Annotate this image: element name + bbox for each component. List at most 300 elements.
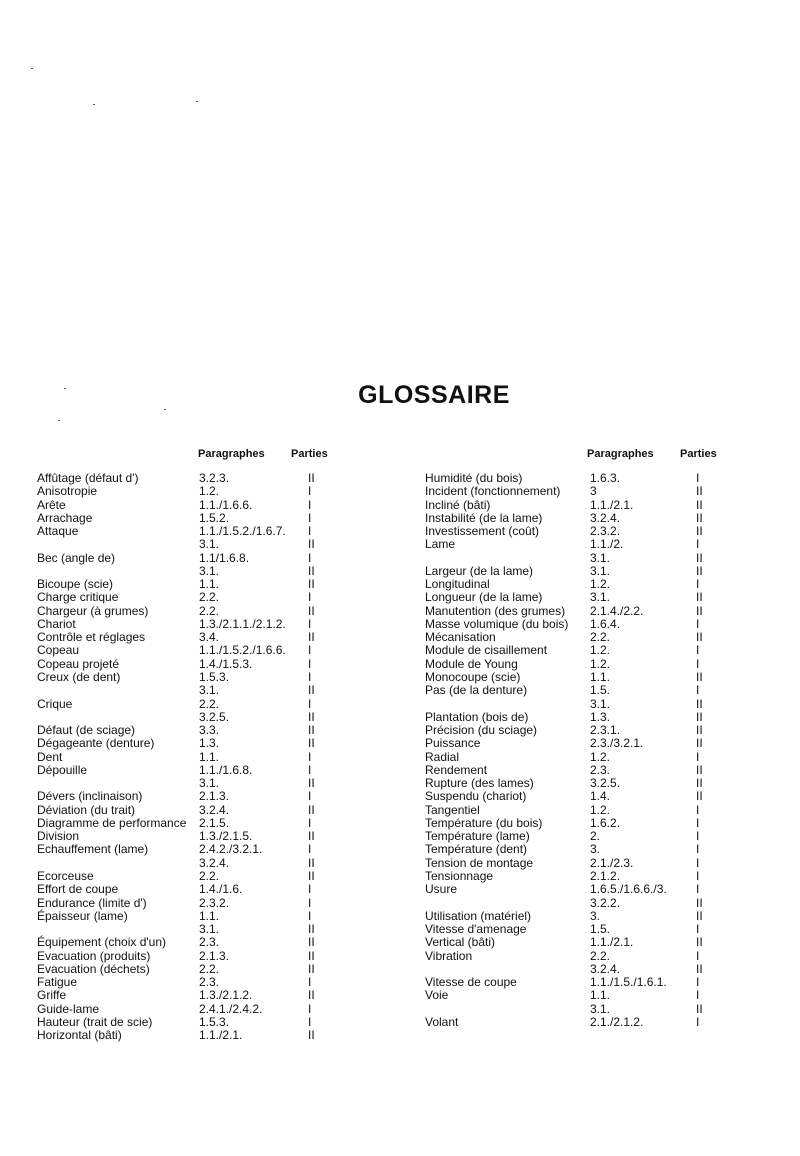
glossary-paragraphs: 3.2.5. bbox=[590, 776, 621, 791]
glossary-term: Instabilité (de la lame) bbox=[425, 510, 543, 525]
glossary-row bbox=[37, 698, 337, 711]
glossary-row bbox=[37, 804, 337, 817]
glossary-paragraphs: 3.2.3. bbox=[199, 471, 230, 485]
glossary-paragraphs: 1.1./1.5./1.6.1. bbox=[590, 975, 667, 990]
glossary-row bbox=[425, 472, 725, 485]
glossary-parties: II bbox=[696, 510, 703, 525]
glossary-paragraphs: 1.5. bbox=[590, 922, 611, 937]
glossary-term: Division bbox=[37, 829, 80, 844]
glossary-row bbox=[37, 631, 337, 644]
glossary-parties: II bbox=[308, 1028, 315, 1043]
glossary-row bbox=[425, 1003, 725, 1016]
glossary-row bbox=[37, 591, 337, 604]
glossary-row bbox=[425, 552, 725, 565]
glossary-row bbox=[37, 485, 337, 498]
glossary-parties: I bbox=[308, 762, 312, 777]
glossary-row bbox=[37, 724, 337, 737]
glossary-paragraphs: 2.3.2. bbox=[590, 524, 621, 539]
glossary-row bbox=[37, 870, 337, 883]
glossary-row bbox=[425, 698, 725, 711]
glossary-paragraphs: 1.1./1.6.8. bbox=[199, 762, 253, 777]
glossary-paragraphs: 1.1./2.1. bbox=[199, 1028, 243, 1043]
glossary-parties: II bbox=[696, 497, 703, 512]
glossary-row bbox=[425, 684, 725, 697]
glossary-row bbox=[37, 843, 337, 856]
glossary-row bbox=[425, 817, 725, 830]
glossary-paragraphs: 1.4./1.6. bbox=[199, 882, 243, 897]
glossary-term: Vitesse d'amenage bbox=[425, 922, 527, 937]
glossary-term: Équipement (choix d'un) bbox=[37, 935, 167, 950]
glossary-term: Echauffement (lame) bbox=[37, 842, 149, 857]
glossary-parties: I bbox=[308, 616, 312, 631]
glossary-paragraphs: 1.2. bbox=[590, 749, 611, 764]
glossary-row bbox=[425, 724, 725, 737]
glossary-paragraphs: 2.1./2.1.2. bbox=[590, 1014, 644, 1029]
glossary-term: Vitesse de coupe bbox=[425, 975, 517, 990]
glossary-parties: II bbox=[696, 590, 703, 605]
glossary-paragraphs: 2.3. bbox=[199, 935, 220, 950]
glossary-term: Diagramme de performance bbox=[37, 815, 187, 830]
glossary-row bbox=[425, 618, 725, 631]
right-glossary-column bbox=[425, 472, 725, 1029]
glossary-row bbox=[37, 764, 337, 777]
glossary-paragraphs: 1.2. bbox=[590, 802, 611, 817]
glossary-parties: II bbox=[308, 961, 315, 976]
glossary-parties: II bbox=[308, 988, 315, 1003]
glossary-parties: II bbox=[308, 776, 315, 791]
glossary-paragraphs: 1.5.3. bbox=[199, 1014, 230, 1029]
glossary-parties: II bbox=[696, 669, 703, 684]
glossary-term: Tension de montage bbox=[425, 855, 534, 870]
glossary-paragraphs: 3.1. bbox=[590, 550, 611, 565]
glossary-paragraphs: 3.1. bbox=[590, 590, 611, 605]
glossary-paragraphs: 1.3./2.1.5. bbox=[199, 829, 253, 844]
glossary-paragraphs: 3.3. bbox=[199, 723, 220, 738]
glossary-parties: II bbox=[696, 603, 703, 618]
scan-speck bbox=[58, 420, 60, 421]
glossary-row bbox=[37, 512, 337, 525]
glossary-term: Dévers (inclinaison) bbox=[37, 789, 143, 804]
glossary-row bbox=[425, 658, 725, 671]
glossary-parties: I bbox=[308, 815, 312, 830]
glossary-parties: I bbox=[308, 908, 312, 923]
glossary-parties: I bbox=[696, 988, 700, 1003]
glossary-paragraphs: 1.2. bbox=[590, 656, 611, 671]
glossary-row bbox=[425, 923, 725, 936]
glossary-parties: I bbox=[308, 882, 312, 897]
glossary-paragraphs: 1.1./2. bbox=[590, 537, 624, 552]
glossary-row bbox=[37, 790, 337, 803]
glossary-paragraphs: 1.1./1.5.2./1.6.7. bbox=[199, 524, 286, 539]
glossary-term: Evacuation (déchets) bbox=[37, 961, 150, 976]
glossary-term: Longueur (de la lame) bbox=[425, 590, 543, 605]
glossary-row bbox=[37, 671, 337, 684]
glossary-term: Rendement bbox=[425, 762, 488, 777]
glossary-row bbox=[37, 989, 337, 1002]
glossary-term: Voie bbox=[425, 988, 449, 1003]
glossary-term: Crique bbox=[37, 696, 73, 711]
glossary-parties: II bbox=[308, 471, 315, 485]
glossary-paragraphs: 3 bbox=[590, 484, 597, 499]
glossary-paragraphs: 2.4.2./3.2.1. bbox=[199, 842, 263, 857]
glossary-paragraphs: 2.2. bbox=[199, 590, 220, 605]
glossary-parties: I bbox=[696, 537, 700, 552]
glossary-row bbox=[37, 552, 337, 565]
glossary-paragraphs: 1.3. bbox=[199, 736, 220, 751]
glossary-parties: I bbox=[696, 868, 700, 883]
glossary-term: Dégageante (denture) bbox=[37, 736, 155, 751]
glossary-row bbox=[425, 499, 725, 512]
glossary-row bbox=[425, 790, 725, 803]
glossary-row bbox=[425, 830, 725, 843]
glossary-paragraphs: 2.1.2. bbox=[590, 868, 621, 883]
glossary-parties: I bbox=[308, 590, 312, 605]
glossary-term: Largeur (de la lame) bbox=[425, 563, 534, 578]
glossary-paragraphs: 1.2. bbox=[590, 577, 611, 592]
left-header-parties: Parties bbox=[291, 448, 328, 460]
glossary-parties: II bbox=[308, 709, 315, 724]
glossary-parties: I bbox=[696, 656, 700, 671]
glossary-term: Attaque bbox=[37, 524, 79, 539]
glossary-parties: I bbox=[308, 497, 312, 512]
glossary-paragraphs: 1.4. bbox=[590, 789, 611, 804]
glossary-row bbox=[37, 525, 337, 538]
glossary-paragraphs: 2.3. bbox=[590, 762, 611, 777]
right-header-paragraphs: Paragraphes bbox=[587, 448, 654, 460]
glossary-row bbox=[425, 976, 725, 989]
glossary-paragraphs: 2.1./2.3. bbox=[590, 855, 634, 870]
glossary-row bbox=[37, 472, 337, 485]
glossary-row bbox=[37, 817, 337, 830]
glossary-term: Rupture (des lames) bbox=[425, 776, 534, 791]
glossary-row bbox=[425, 485, 725, 498]
glossary-parties: II bbox=[696, 550, 703, 565]
glossary-term: Utilisation (matériel) bbox=[425, 908, 532, 923]
glossary-term: Module de cisaillement bbox=[425, 643, 548, 658]
glossary-row bbox=[37, 830, 337, 843]
glossary-row bbox=[425, 512, 725, 525]
glossary-row bbox=[37, 658, 337, 671]
glossary-paragraphs: 2.1.5. bbox=[199, 815, 230, 830]
glossary-term: Effort de coupe bbox=[37, 882, 119, 897]
glossary-row bbox=[37, 684, 337, 697]
glossary-row bbox=[37, 751, 337, 764]
glossary-term: Incident (fonctionnement) bbox=[425, 484, 561, 499]
glossary-paragraphs: 2.2. bbox=[199, 868, 220, 883]
glossary-paragraphs: 2.2. bbox=[199, 696, 220, 711]
glossary-term: Bicoupe (scie) bbox=[37, 577, 114, 592]
glossary-parties: II bbox=[308, 723, 315, 738]
glossary-term: Anisotropie bbox=[37, 484, 98, 499]
glossary-parties: II bbox=[696, 762, 703, 777]
glossary-term: Température (du bois) bbox=[425, 815, 543, 830]
glossary-parties: I bbox=[696, 643, 700, 658]
glossary-paragraphs: 2.3.2. bbox=[199, 895, 230, 910]
glossary-paragraphs: 3.1. bbox=[590, 696, 611, 711]
glossary-term: Hauteur (trait de scie) bbox=[37, 1014, 153, 1029]
glossary-parties: II bbox=[308, 563, 315, 578]
glossary-row bbox=[37, 737, 337, 750]
glossary-paragraphs: 1.5. bbox=[590, 683, 611, 698]
glossary-parties: II bbox=[696, 524, 703, 539]
glossary-term: Module de Young bbox=[425, 656, 518, 671]
glossary-paragraphs: 1.1./2.1. bbox=[590, 497, 634, 512]
glossary-row bbox=[425, 843, 725, 856]
glossary-term: Fatigue bbox=[37, 975, 78, 990]
glossary-row bbox=[425, 591, 725, 604]
glossary-term: Affûtage (défaut d') bbox=[37, 471, 139, 485]
glossary-term: Bec (angle de) bbox=[37, 550, 116, 565]
glossary-row bbox=[425, 737, 725, 750]
glossary-paragraphs: 1.1./1.5.2./1.6.6. bbox=[199, 643, 286, 658]
glossary-row bbox=[37, 897, 337, 910]
glossary-parties: II bbox=[308, 577, 315, 592]
glossary-parties: I bbox=[308, 1001, 312, 1016]
glossary-parties: I bbox=[696, 948, 700, 963]
glossary-parties: I bbox=[308, 510, 312, 525]
glossary-paragraphs: 1.3./2.1.1./2.1.2. bbox=[199, 616, 286, 631]
glossary-row bbox=[425, 764, 725, 777]
left-header-paragraphs: Paragraphes bbox=[198, 448, 265, 460]
glossary-term: Vibration bbox=[425, 948, 473, 963]
glossary-term: Tensionnage bbox=[425, 868, 494, 883]
glossary-row bbox=[37, 578, 337, 591]
glossary-paragraphs: 3.4. bbox=[199, 630, 220, 645]
glossary-paragraphs: 1.5.3. bbox=[199, 669, 230, 684]
glossary-row bbox=[37, 883, 337, 896]
glossary-paragraphs: 1.4./1.5.3. bbox=[199, 656, 253, 671]
glossary-parties: I bbox=[308, 975, 312, 990]
glossary-parties: II bbox=[696, 908, 703, 923]
glossary-parties: I bbox=[696, 922, 700, 937]
glossary-paragraphs: 1.1./2.1. bbox=[590, 935, 634, 950]
glossary-paragraphs: 2.2. bbox=[199, 961, 220, 976]
glossary-paragraphs: 3.2.2. bbox=[590, 895, 621, 910]
glossary-paragraphs: 1.2. bbox=[199, 484, 220, 499]
glossary-term: Copeau bbox=[37, 643, 80, 658]
glossary-paragraphs: 3.1. bbox=[199, 776, 220, 791]
glossary-row bbox=[425, 644, 725, 657]
left-glossary-column bbox=[37, 472, 337, 1042]
glossary-parties: I bbox=[696, 616, 700, 631]
glossary-term: Chariot bbox=[37, 616, 76, 631]
glossary-parties: II bbox=[308, 683, 315, 698]
glossary-parties: II bbox=[308, 855, 315, 870]
glossary-row bbox=[425, 565, 725, 578]
glossary-parties: II bbox=[696, 723, 703, 738]
glossary-parties: II bbox=[696, 563, 703, 578]
glossary-paragraphs: 1.1. bbox=[590, 669, 611, 684]
glossary-term: Suspendu (chariot) bbox=[425, 789, 527, 804]
glossary-row bbox=[425, 883, 725, 896]
glossary-parties: I bbox=[308, 895, 312, 910]
glossary-paragraphs: 1.1/1.6.8. bbox=[199, 550, 250, 565]
glossary-row bbox=[425, 950, 725, 963]
glossary-paragraphs: 1.5.2. bbox=[199, 510, 230, 525]
right-header-parties: Parties bbox=[680, 448, 717, 460]
glossary-row bbox=[37, 777, 337, 790]
glossary-paragraphs: 2.2. bbox=[199, 603, 220, 618]
glossary-paragraphs: 1.1./1.6.6. bbox=[199, 497, 253, 512]
glossary-parties: II bbox=[308, 736, 315, 751]
glossary-paragraphs: 2.1.4./2.2. bbox=[590, 603, 644, 618]
glossary-paragraphs: 3. bbox=[590, 842, 601, 857]
glossary-parties: II bbox=[696, 736, 703, 751]
glossary-row bbox=[37, 644, 337, 657]
glossary-parties: I bbox=[696, 842, 700, 857]
glossary-parties: II bbox=[696, 789, 703, 804]
glossary-term: Usure bbox=[425, 882, 458, 897]
glossary-term: Vertical (bâti) bbox=[425, 935, 496, 950]
glossary-parties: II bbox=[308, 603, 315, 618]
glossary-term: Épaisseur (lame) bbox=[37, 908, 128, 923]
glossary-parties: I bbox=[696, 577, 700, 592]
glossary-parties: II bbox=[696, 935, 703, 950]
glossary-parties: II bbox=[696, 484, 703, 499]
glossary-parties: I bbox=[696, 1014, 700, 1029]
glossary-row bbox=[425, 857, 725, 870]
glossary-term: Dent bbox=[37, 749, 63, 764]
glossary-term: Incliné (bâti) bbox=[425, 497, 491, 512]
glossary-parties: II bbox=[308, 537, 315, 552]
glossary-row bbox=[37, 950, 337, 963]
glossary-term: Température (lame) bbox=[425, 829, 530, 844]
glossary-row bbox=[425, 804, 725, 817]
glossary-row bbox=[425, 578, 725, 591]
glossary-paragraphs: 1.6.3. bbox=[590, 471, 621, 485]
glossary-term: Chargeur (à grumes) bbox=[37, 603, 149, 618]
glossary-term: Pas (de la denture) bbox=[425, 683, 528, 698]
scan-speck bbox=[93, 104, 95, 105]
glossary-paragraphs: 1.1. bbox=[590, 988, 611, 1003]
glossary-paragraphs: 2.3./3.2.1. bbox=[590, 736, 644, 751]
glossary-row bbox=[37, 936, 337, 949]
glossary-parties: I bbox=[696, 471, 700, 485]
glossary-paragraphs: 2.1.3. bbox=[199, 789, 230, 804]
glossary-paragraphs: 3.2.5. bbox=[199, 709, 230, 724]
glossary-term: Humidité (du bois) bbox=[425, 471, 523, 485]
glossary-parties: I bbox=[696, 749, 700, 764]
glossary-paragraphs: 1.1. bbox=[199, 908, 220, 923]
glossary-parties: I bbox=[308, 789, 312, 804]
glossary-term: Mécanisation bbox=[425, 630, 496, 645]
glossary-paragraphs: 1.3. bbox=[590, 709, 611, 724]
glossary-row bbox=[37, 499, 337, 512]
glossary-row bbox=[37, 1029, 337, 1042]
glossary-parties: I bbox=[308, 749, 312, 764]
glossary-row bbox=[425, 910, 725, 923]
glossary-term: Masse volumique (du bois) bbox=[425, 616, 569, 631]
glossary-term: Longitudinal bbox=[425, 577, 490, 592]
glossary-row bbox=[425, 963, 725, 976]
glossary-parties: I bbox=[308, 550, 312, 565]
glossary-parties: II bbox=[696, 630, 703, 645]
glossary-parties: II bbox=[308, 948, 315, 963]
glossary-term: Monocoupe (scie) bbox=[425, 669, 521, 684]
glossary-term: Déviation (du trait) bbox=[37, 802, 136, 817]
glossary-row bbox=[37, 857, 337, 870]
glossary-paragraphs: 3.1. bbox=[199, 537, 220, 552]
glossary-row bbox=[425, 631, 725, 644]
glossary-parties: II bbox=[308, 630, 315, 645]
glossary-term: Lame bbox=[425, 537, 456, 552]
glossary-parties: I bbox=[308, 669, 312, 684]
glossary-paragraphs: 1.1. bbox=[199, 749, 220, 764]
glossary-paragraphs: 1.6.2. bbox=[590, 815, 621, 830]
glossary-row bbox=[37, 1016, 337, 1029]
glossary-paragraphs: 2.2. bbox=[590, 948, 611, 963]
page-title: GLOSSAIRE bbox=[358, 381, 510, 409]
glossary-row bbox=[425, 538, 725, 551]
glossary-parties: I bbox=[308, 524, 312, 539]
glossary-term: Tangentiel bbox=[425, 802, 480, 817]
glossary-parties: I bbox=[308, 643, 312, 658]
glossary-term: Plantation (bois de) bbox=[425, 709, 529, 724]
glossary-parties: II bbox=[696, 709, 703, 724]
glossary-parties: I bbox=[696, 829, 700, 844]
glossary-parties: I bbox=[308, 842, 312, 857]
glossary-row bbox=[37, 976, 337, 989]
glossary-paragraphs: 2.2. bbox=[590, 630, 611, 645]
glossary-paragraphs: 3.2.4. bbox=[199, 855, 230, 870]
glossary-parties: II bbox=[696, 1001, 703, 1016]
glossary-term: Creux (de dent) bbox=[37, 669, 121, 684]
glossary-parties: I bbox=[696, 855, 700, 870]
glossary-parties: II bbox=[308, 935, 315, 950]
glossary-row bbox=[425, 525, 725, 538]
glossary-row bbox=[425, 711, 725, 724]
glossary-paragraphs: 3.1. bbox=[199, 683, 220, 698]
glossary-parties: II bbox=[696, 895, 703, 910]
glossary-paragraphs: 1.6.5./1.6.6./3. bbox=[590, 882, 667, 897]
glossary-parties: I bbox=[696, 815, 700, 830]
glossary-parties: II bbox=[696, 776, 703, 791]
glossary-paragraphs: 3.1. bbox=[199, 563, 220, 578]
glossary-paragraphs: 3.2.4. bbox=[590, 510, 621, 525]
glossary-term: Température (dent) bbox=[425, 842, 528, 857]
glossary-paragraphs: 2.1.3. bbox=[199, 948, 230, 963]
glossary-row bbox=[37, 1003, 337, 1016]
glossary-term: Guide-lame bbox=[37, 1001, 100, 1016]
glossary-paragraphs: 2.3. bbox=[199, 975, 220, 990]
glossary-paragraphs: 3. bbox=[590, 908, 601, 923]
glossary-row bbox=[425, 751, 725, 764]
glossary-row bbox=[37, 963, 337, 976]
glossary-paragraphs: 3.1. bbox=[199, 922, 220, 937]
glossary-term: Arrachage bbox=[37, 510, 93, 525]
glossary-parties: I bbox=[696, 683, 700, 698]
glossary-row bbox=[425, 777, 725, 790]
glossary-paragraphs: 2. bbox=[590, 829, 601, 844]
glossary-row bbox=[37, 910, 337, 923]
glossary-paragraphs: 1.3./2.1.2. bbox=[199, 988, 253, 1003]
glossary-parties: II bbox=[308, 922, 315, 937]
glossary-paragraphs: 2.3.1. bbox=[590, 723, 621, 738]
glossary-term: Volant bbox=[425, 1014, 459, 1029]
glossary-parties: I bbox=[696, 802, 700, 817]
glossary-row bbox=[425, 897, 725, 910]
glossary-row bbox=[37, 605, 337, 618]
glossary-term: Investissement (coût) bbox=[425, 524, 540, 539]
glossary-term: Précision (du sciage) bbox=[425, 723, 538, 738]
glossary-row bbox=[37, 618, 337, 631]
glossary-parties: II bbox=[696, 961, 703, 976]
glossary-term: Manutention (des grumes) bbox=[425, 603, 566, 618]
glossary-row bbox=[425, 671, 725, 684]
glossary-term: Evacuation (produits) bbox=[37, 948, 151, 963]
glossary-term: Copeau projeté bbox=[37, 656, 120, 671]
glossary-parties: II bbox=[308, 868, 315, 883]
